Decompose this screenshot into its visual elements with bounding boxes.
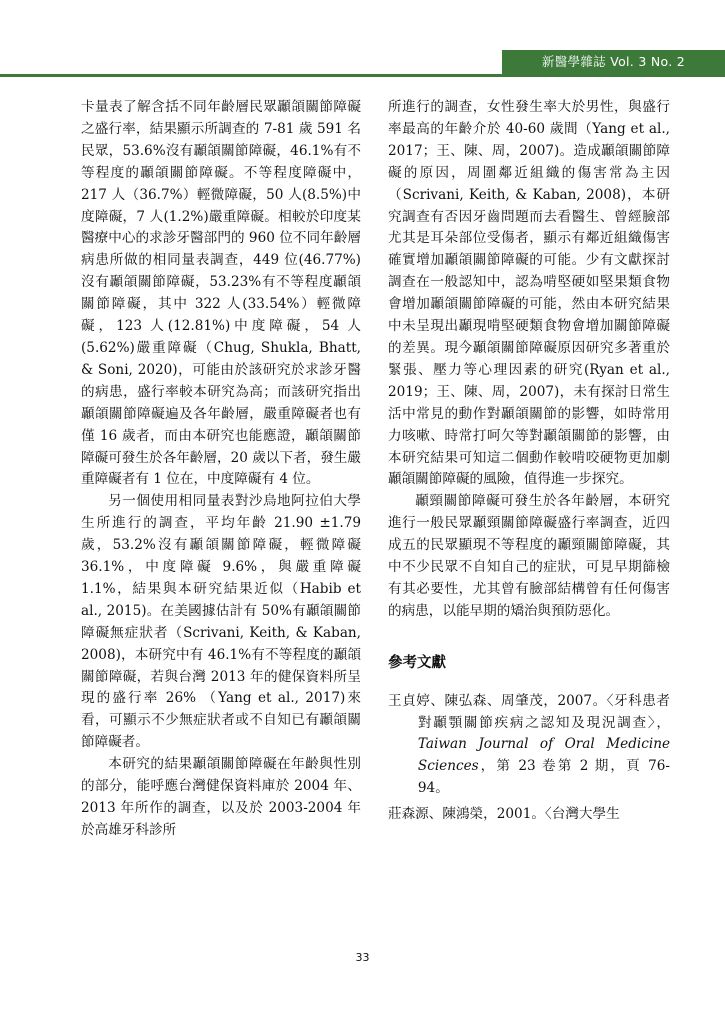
paragraph: 所進行的調查，女性發生率大於男性，與盛行率最高的年齡介於 40-60 歲間（Yang et al., 2017；王、陳、周，2007)。造成顳頜關節障礙的原因，周圍鄰近組織的傷害常為主因（Scrivani, Keith, & Kaban, 2008)，本研究調查有否因牙齒問題而去看醫生、曾經臉部尤其是耳朵部位受傷者，顯示有鄰近組織傷害確實增加顳頜關節障礙的可能。少有文獻探討調查在一般認知中，認為啃堅硬如堅果類食物會增加顳頜關節障礙的可能，然由本研究結果中未呈現出顳現啃堅硬類食物會增加關節障礙的差異。現今顳頜關節障礙原因研究多著重於緊張、壓力等心理因素的研究(Ryan et al., 2019；王、陳、周，2007)，未有探討日常生活中常見的動作對顳頜關節的影響，如時常用力咳嗽、時常打呵欠等對顳頜關節的影響，由本研究結果可知這二個動作較啃咬硬物更加劇顳頜關節障礙的風險，值得進一步探究。 [388, 99, 670, 488]
journal-header: 新醫學雜誌 Vol. 3 No. 2 [502, 50, 725, 74]
reference-journal: Taiwan Journal of Oral Medicine Sciences [417, 736, 670, 775]
right-column [388, 97, 670, 830]
paragraph: 卡量表了解含括不同年齡層民眾顳頜關節障礙之盛行率，結果顯示所調查的 7-81 歲 591 名民眾，53.6%沒有顳頜關節障礙，46.1%有不等程度的顳頜關節障礙。不等程度障礙中，217 人（36.7%）輕微障礙，50 人(8.5%)中度障礙，7 人(1.2%)嚴重障礙。相較於印度某醫療中心的求診牙醫部門的 960 位不同年齡層病患所做的相同量表調查，449 位(46.77%)沒有顳頜關節障礙，53.23%有不等程度顳頜關節障礙，其中 322 人(33.54%）輕微障礙，123 人(12.81%)中度障礙，54 人(5.62%)嚴重障礙（Chug, Shukla, Bhatt, & Soni, 2020)，可能由於該研究於求診牙醫的病患，盛行率較本研究為高；而該研究指出顳頜關節障礙遍及各年齡層，嚴重障礙者也有僅 16 歲者，而由本研究也能應證，顳頜關節障礙可發生於各年齡層，20 歲以下者，發生嚴重障礙者有 1 位在，中度障礙有 4 位。 [81, 99, 361, 488]
paragraph: 顳頸關節障礙可發生於各年齡層，本研究進行一般民眾顳頸關節障礙盛行率調查，近四成五的民眾顯現不等程度的顳頸關節障礙，其中不少民眾不自知自己的症狀，可見早期篩檢有其必要性，尤其曾有臉部結構曾有任何傷害的病患，以能早期的矯治與預防惡化。 [388, 493, 670, 619]
paragraph: 另一個使用相同量表對沙烏地阿拉伯大學生所進行的調查，平均年齡 21.90 ±1.79 歲，53.2%沒有顳頜關節障礙，輕微障礙 36.1%，中度障礙 9.6%，與嚴重障礙 1.1%，結果與本研究結果近似（Habib et al., 2015)。在美國據估計有 50%有顳頜關節障礙無症狀者（Scrivani, Keith, & Kaban, 2008)，本研究中有 46.1%有不等程度的顳頜關節障礙，若與台灣 2013 年的健保資料所呈現的盛行率 26% （Yang et al., 2017)來看，可顯示不少無症狀者或不自知已有顳頜關節障礙者。 [81, 493, 361, 751]
reference-item [388, 691, 670, 801]
left-column [81, 97, 361, 842]
paragraph: 本研究的結果顳頜關節障礙在年齡與性別的部分，能呼應台灣健保資料庫於 2004 年、2013 年所作的調查，以及於 2003-2004 年於高雄牙科診所 [81, 756, 361, 838]
reference-volume: ，第 23 卷第 2 期，頁 76-94。 [417, 758, 670, 797]
reference-authors-title: 王貞婷、陳弘森、周肇茂，2007。〈牙科患者對顳顎關節疾病之認知及現況調查〉， [388, 692, 670, 731]
page-number: 33 [355, 951, 370, 964]
reference-item: 莊森源、陳鴻榮，2001。〈台灣大學生 [388, 806, 620, 823]
header-rule [0, 74, 725, 77]
references-heading: 參考文獻 [388, 654, 446, 671]
